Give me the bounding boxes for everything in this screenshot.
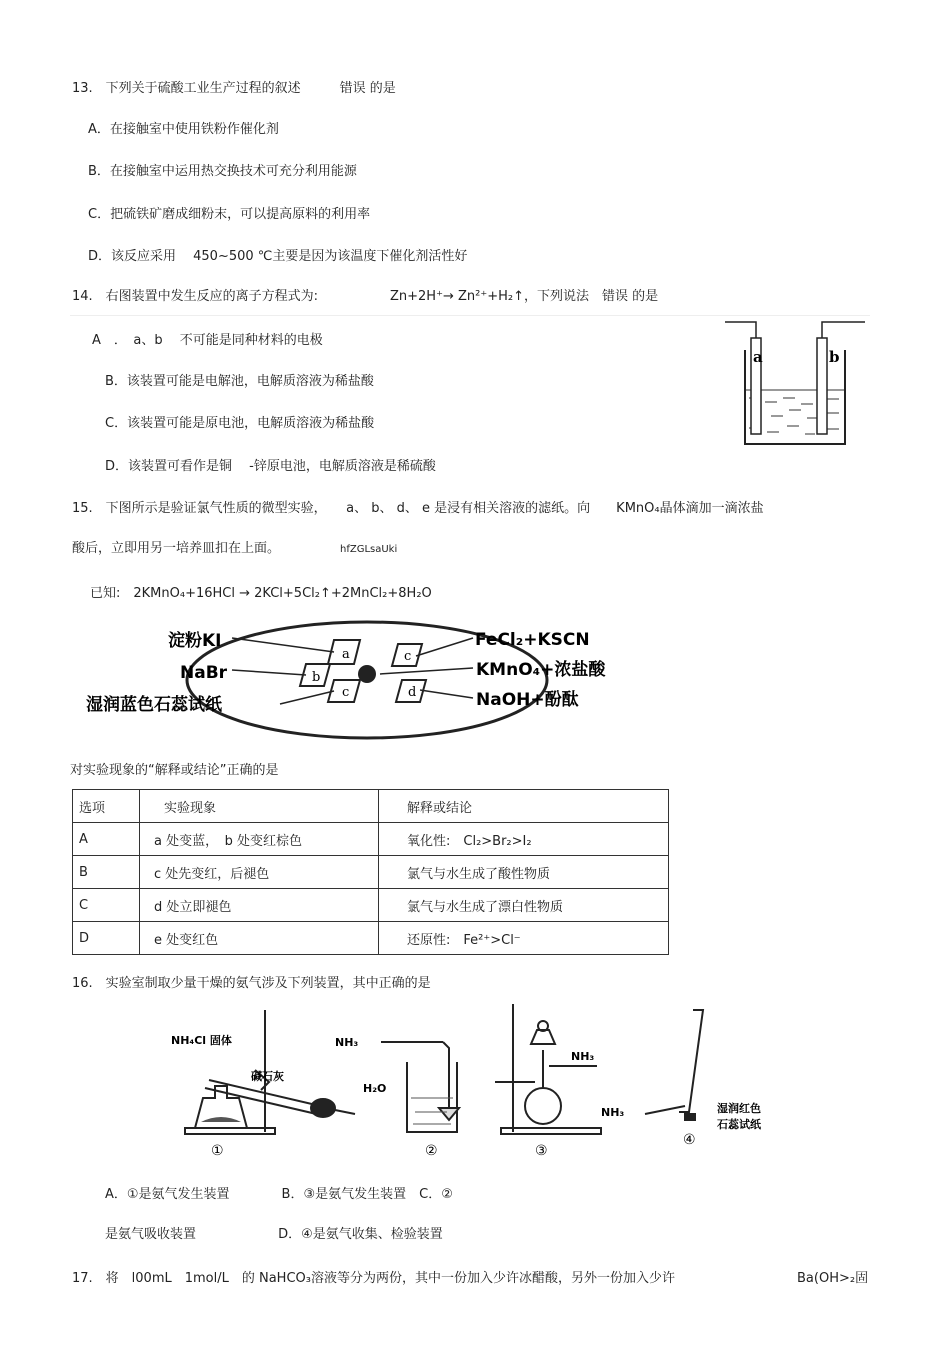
label-nh3-tube: NH₃ — [601, 1106, 625, 1119]
label-kmno4-hcl: KMnO₄+浓盐酸 — [476, 660, 606, 680]
table-row — [73, 889, 669, 922]
label-nh3-in: NH₃ — [335, 1036, 359, 1049]
label-red-litmus-1: 湿润红色 — [717, 1102, 761, 1115]
q16-options-line2: 是氨气吸收装置 D．④是氨气收集、检验装置 — [105, 1227, 443, 1242]
cell-option: A — [73, 823, 140, 856]
cell-phenomenon: c 处先变红，后褪色 — [140, 856, 379, 889]
label-circle-3: ③ — [535, 1143, 548, 1159]
q13-stem: 13. 下列关于硫酸工业生产过程的叙述 错误 的是 — [72, 81, 396, 96]
q14-option-a: A ． a、b 不可能是同种材料的电极 — [92, 333, 323, 348]
table-header-row — [73, 790, 669, 823]
q15-stem-line2: 酸后，立即用另一培养皿扣在上面。 — [72, 541, 281, 556]
q13-option-b: B．在接触室中运用热交换技术可充分利用能源 — [88, 164, 357, 179]
table-row — [73, 856, 669, 889]
electrode-b-label: b — [829, 348, 840, 366]
q13-option-a: A．在接触室中使用铁粉作催化剂 — [88, 122, 279, 137]
table-row — [73, 823, 669, 856]
cell-phenomenon: e 处变红色 — [140, 922, 379, 955]
q14-option-c: C．该装置可能是原电池，电解质溶液为稀盐酸 — [105, 416, 375, 431]
q17-stem: 17. 将 l00mL 1mol/L 的 NaHCO₃溶液等分为两份，其中一份加入少许冰醋酸，另外一份加入少许 — [72, 1271, 675, 1286]
cell-conclusion: 还原性: Fe²⁺>Cl⁻ — [379, 922, 669, 955]
results-table — [72, 789, 669, 955]
cell-conclusion: 氯气与水生成了漂白性物质 — [379, 889, 669, 922]
label-red-litmus-2: 石蕊试纸 — [717, 1118, 761, 1131]
paper-c-label: c — [342, 685, 350, 700]
q15-known-equation: 已知: 2KMnO₄+16HCl → 2KCl+5Cl₂↑+2MnCl₂+8H₂O — [90, 586, 432, 601]
label-naoh-phenol: NaOH+酚酞 — [476, 690, 579, 710]
cell-option: B — [73, 856, 140, 889]
cell-phenomenon: a 处变蓝， b 处变红棕色 — [140, 823, 379, 856]
q13-option-d: D．该反应采用 450~500 ℃主要是因为该温度下催化剂活性好 — [88, 249, 468, 264]
electrode-a-label: a — [753, 348, 763, 366]
header-option: 选项 — [73, 790, 140, 823]
label-h2o: H₂O — [363, 1082, 387, 1095]
q17-stem-end: Ba(OH>₂固 — [797, 1271, 869, 1286]
cell-conclusion: 氯气与水生成了酸性物质 — [379, 856, 669, 889]
q15-stem-line1: 15. 下图所示是验证氯气性质的微型实验， a、 b、 d、 e 是浸有相关溶液的滤纸。向 KMnO₄晶体滴加一滴浓盐 — [72, 501, 764, 516]
label-nh3-out: NH₃ — [571, 1050, 595, 1063]
q14-stem: 14. 右图装置中发生反应的离子方程式为: — [72, 289, 319, 304]
paper-a-label: a — [342, 647, 350, 662]
header-conclusion: 解释或结论 — [379, 790, 669, 823]
q14-equation: Zn+2H⁺→ Zn²⁺+H₂↑，下列说法 错误 的是 — [390, 289, 659, 304]
electrolytic-cell-figure — [725, 318, 870, 450]
cell-conclusion: 氧化性: Cl₂>Br₂>I₂ — [379, 823, 669, 856]
paper-b-label: b — [312, 670, 321, 685]
cell-option: D — [73, 922, 140, 955]
q16-stem: 16. 实验室制取少量干燥的氨气涉及下列装置，其中正确的是 — [72, 976, 431, 991]
q14-option-d: D．该装置可看作是铜 -锌原电池，电解质溶液是稀硫酸 — [105, 459, 436, 474]
ammonia-apparatus-figure — [165, 1000, 795, 1160]
cell-option: C — [73, 889, 140, 922]
paper-e-label: c — [404, 649, 412, 664]
label-starch-ki: 淀粉KI — [168, 631, 222, 651]
label-circle-4: ④ — [683, 1132, 696, 1148]
paper-d-label: d — [408, 685, 417, 700]
label-blue-litmus: 湿润蓝色石蕊试纸 — [86, 695, 222, 715]
petri-dish-figure — [80, 618, 650, 748]
label-circle-2: ② — [425, 1143, 438, 1159]
watermark-code: hfZGLsaUki — [340, 544, 398, 555]
q16-options-line1: A．①是氨气发生装置 B．③是氨气发生装置 C．② — [105, 1187, 453, 1202]
header-phenomenon: 实验现象 — [140, 790, 379, 823]
q14-option-b: B．该装置可能是电解池，电解质溶液为稀盐酸 — [105, 374, 374, 389]
label-nh4cl-solid: NH₄Cl 固体 — [171, 1034, 232, 1047]
label-nabr: NaBr — [180, 663, 228, 683]
table-row — [73, 922, 669, 955]
table-caption: 对实验现象的“解释或结论”正确的是 — [70, 763, 279, 778]
label-circle-1: ① — [211, 1143, 224, 1159]
label-fecl2-kscn: FeCl₂+KSCN — [475, 630, 590, 650]
label-soda-lime: 碱石灰 — [251, 1070, 284, 1083]
cell-phenomenon: d 处立即褪色 — [140, 889, 379, 922]
q13-option-c: C．把硫铁矿磨成细粉末，可以提高原料的利用率 — [88, 207, 371, 222]
